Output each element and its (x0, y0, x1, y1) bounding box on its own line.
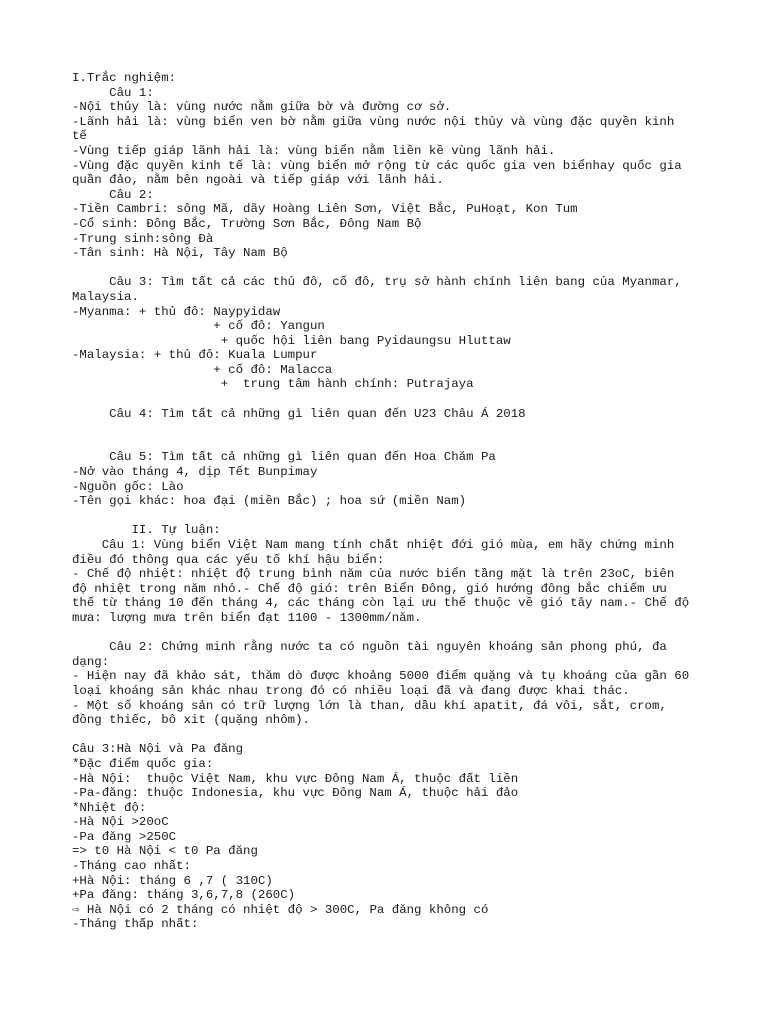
document-line: I.Trắc nghiệm: (72, 71, 177, 85)
document-line: -Pa đăng >250C (72, 829, 177, 844)
document-line: + cố đô: Malacca (72, 362, 333, 377)
document-line: Câu 2: Chứng minh rằng nước ta có nguồn tài nguyên khoáng sản phong phú, đa (72, 640, 667, 655)
document-line: Câu 1: Vùng biển Việt Nam mang tính chất nhiệt đới gió mùa, em hãy chứng minh (72, 538, 675, 552)
document-line: -Nội thủy là: vùng nước nằm giữa bờ và đường cơ sở. (72, 100, 452, 115)
document-line: -Tháng cao nhất: (72, 859, 191, 874)
document-line: Câu 3: Tìm tất cả các thủ đô, cố đô, trụ sở hành chính liên bang của Myanmar, (72, 275, 682, 290)
document-line: dạng: (72, 654, 110, 669)
document-line: + trung tâm hành chính: Putrajaya (72, 377, 474, 392)
document-line: -Myanma: + thủ đô: Naypyidaw (72, 304, 281, 319)
document-line: Câu 5: Tìm tất cả những gì liên quan đến Hoa Chăm Pa (72, 450, 496, 465)
document-line: Câu 2: (72, 187, 154, 202)
document-line: tế (72, 129, 87, 144)
document-line: độ nhiệt trong năm nhỏ.- Chế độ gió: trên Biển Đông, gió hướng đông bắc chiếm ưu (72, 581, 667, 596)
document-line (72, 421, 712, 436)
document-line: -Vùng tiếp giáp lãnh hải là: vùng biển nằm liền kề vùng lãnh hải. (72, 143, 556, 158)
document-line: -Pa-đăng: thuộc Indonesia, khu vực Đông Nam Á, thuộc hải đảo (72, 786, 519, 801)
document-line: Câu 4: Tìm tất cả những gì liên quan đến U23 Châu Á 2018 (72, 406, 526, 421)
document-line (72, 626, 712, 641)
document-line: loại khoáng sản khác nhau trong đó có nhiều loại đã và đang được khai thác. (72, 683, 630, 698)
document-line: => t0 Hà Nội < t0 Pa đăng (72, 844, 258, 859)
document-line: -Trung sinh:sông Đà (72, 231, 214, 246)
document-line: -Hà Nội: thuộc Việt Nam, khu vực Đông Nam Á, thuộc đất liền (72, 771, 519, 786)
document-line: +Pa đăng: tháng 3,6,7,8 (260C) (72, 888, 296, 903)
document-line: -Tên gọi khác: hoa đại (miền Bắc) ; hoa sứ (miền Nam) (72, 494, 467, 509)
document-line: -Hà Nội >20oC (72, 815, 169, 830)
document-body (72, 71, 712, 932)
document-line: +Hà Nội: tháng 6 ,7 ( 310C) (72, 873, 273, 888)
document-line: Câu 1: (72, 85, 154, 100)
document-line: Câu 3:Hà Nội và Pa đăng (72, 742, 244, 757)
document-line: -Nở vào tháng 4, dịp Tết Bunpimay (72, 465, 318, 480)
document-line: II. Tự luận: (72, 523, 221, 538)
document-line: quần đảo, nằm bên ngoài và tiếp giáp với lãnh hải. (72, 173, 444, 188)
document-line: đồng thiếc, bô xit (quặng nhôm). (72, 713, 310, 728)
document-line: - Hiện nay đã khảo sát, thăm dò được khoảng 5000 điểm quặng và tụ khoáng của gần 60 (72, 669, 690, 684)
document-line: + quốc hội liên bang Pyidaungsu Hluttaw (72, 333, 511, 348)
document-line: - Một số khoáng sản có trữ lượng lớn là than, dầu khí apatit, đá vôi, sắt, crom, (72, 698, 667, 713)
document-line: -Cổ sinh: Đông Bắc, Trường Sơn Bắc, Đông Nam Bộ (72, 216, 422, 231)
document-line (72, 509, 712, 524)
document-line (72, 728, 712, 743)
document-line (72, 436, 712, 451)
document-line: + cố đô: Yangun (72, 319, 325, 334)
document-line: - Chế độ nhiệt: nhiệt độ trung bình năm của nước biển tầng mặt là trên 23oC, biên (72, 567, 675, 582)
document-line (72, 261, 712, 276)
document-line: *Nhiệt độ: (72, 800, 147, 815)
document-line: -Lãnh hải là: vùng biển ven bờ nằm giữa vùng nước nội thủy và vùng đặc quyền kinh (72, 114, 675, 129)
document-line: -Malaysia: + thủ đô: Kuala Lumpur (72, 348, 318, 363)
document-line: *Đặc điểm quốc gia: (72, 756, 214, 771)
document-line: -Nguồn gốc: Lào (72, 479, 184, 494)
document-line: ⇨ Hà Nội có 2 tháng có nhiệt độ > 300C, Pa đăng không có (72, 902, 489, 917)
document-line: thế từ tháng 10 đến tháng 4, các tháng còn lại ưu thế thuộc về gió tây nam.- Chế độ (72, 596, 690, 611)
document-line: Malaysia. (72, 289, 139, 304)
document-line: -Tiền Cambri: sông Mã, dãy Hoàng Liên Sơn, Việt Bắc, PuHoạt, Kon Tum (72, 202, 578, 217)
document-line: -Vùng đặc quyền kinh tế là: vùng biển mở rộng từ các quốc gia ven biểnhay quốc gia (72, 158, 682, 173)
document-line (72, 392, 712, 407)
document-line: -Tân sinh: Hà Nội, Tây Nam Bộ (72, 246, 288, 261)
document-line: mưa: lượng mưa trên biển đạt 1100 - 1300mm/năm. (72, 610, 422, 625)
document-line: -Tháng thấp nhất: (72, 917, 199, 932)
document-line: điều đó thông qua các yếu tố khí hậu biển: (72, 552, 385, 567)
